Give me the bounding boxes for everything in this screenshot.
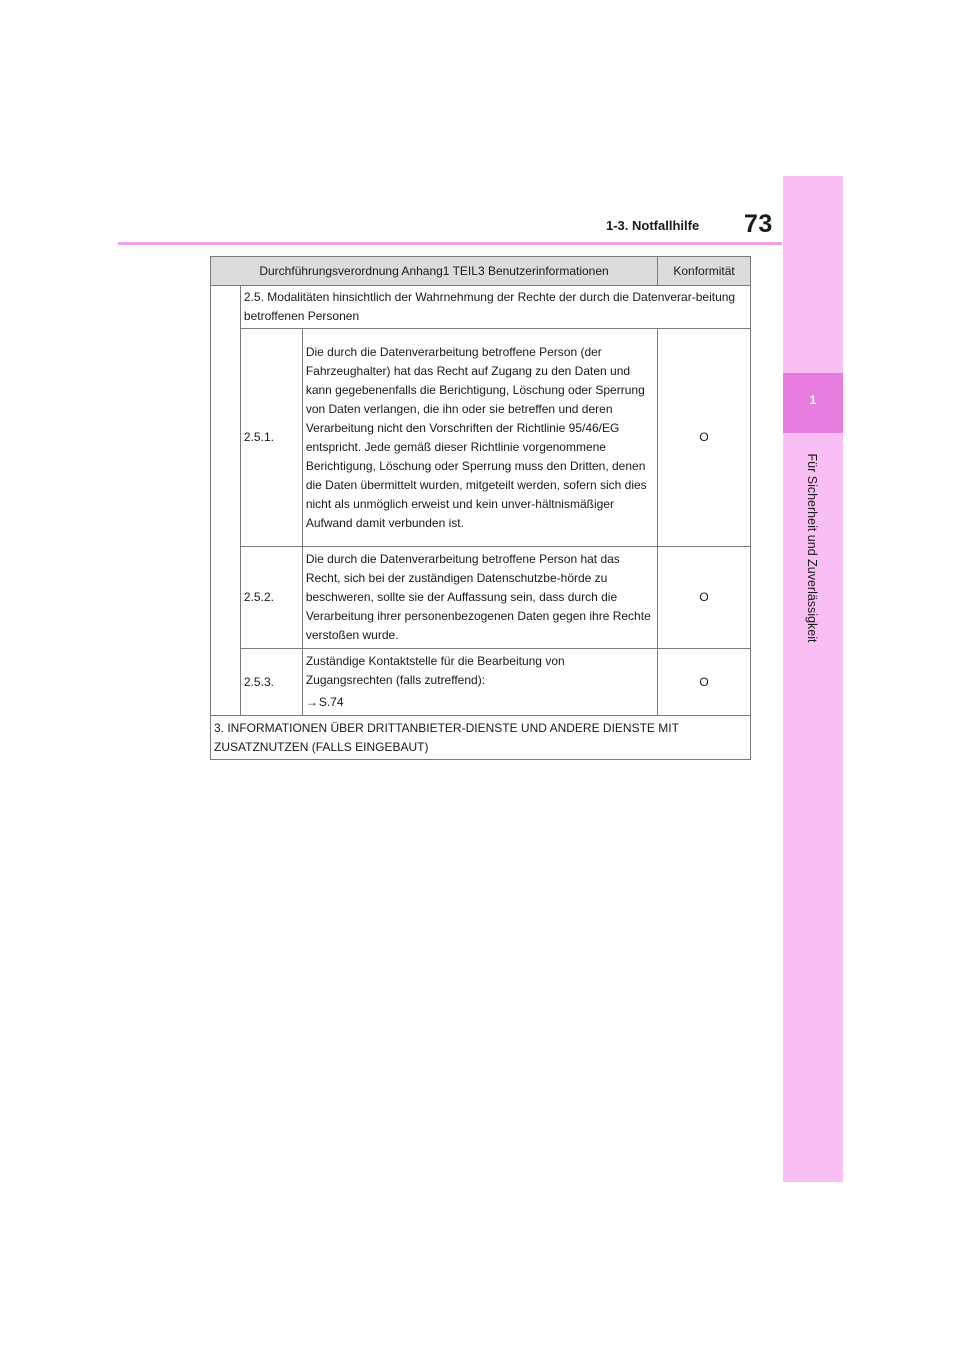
header-conformity: Konformität [658,257,751,286]
section-2-5-title: 2.5. Modalitäten hinsichtlich der Wahrnehmung der Rechte der durch die Datenverar-beitung betroffenen Personen [240,286,750,329]
row-number: 2.5.3. [240,649,302,716]
table-header-row [211,257,751,286]
header-divider [118,242,782,245]
row-description: Zuständige Kontaktstelle für die Bearbeitung von Zugangsrechten (falls zutreffend): [305,654,565,687]
row-description: Die durch die Datenverarbeitung betroffene Person hat das Recht, sich bei der zuständigen Datenschutzbe-hörde zu beschweren, sollte sie der Auffassung sein, dass durch die Verarbeitung ihrer personenbezogenen Daten gegen ihre Rechte verstoßen wurde. [302,547,657,649]
chapter-number: 1 [809,393,817,407]
row-description: Die durch die Datenverarbeitung betroffene Person (der Fahrzeughalter) hat das Recht auf Zugang zu den Daten und kann gegebenenfalls die Berichtigung, Löschung oder Sperrung von Daten verlangen, die ihn oder sie betreffen und deren Verarbeitung nicht den Vorschriften der Richtlinie 95/46/EG entspricht. Jede gemäß dieser Richtlinie vorgenommene Berichtigung, Löschung oder Sperrung muss den Dritten, denen die Daten übermittelt wurden, mitgeteilt werden, sofern sich dies nicht als unmöglich erweist und kein unver-hältnismäßiger Aufwand damit verbunden ist. [302,329,657,547]
table-row [211,286,751,329]
reference-page: S.74 [318,695,344,709]
indent-cell [211,286,241,716]
page-reference [306,693,654,712]
chapter-side-tab [783,176,843,1182]
row-number: 2.5.2. [240,547,302,649]
row-conformity: O [658,547,751,649]
page-number: 73 [744,210,773,238]
row-description-cell [302,649,657,716]
conformity-table [210,256,751,760]
row-number: 2.5.1. [240,329,302,547]
section-header: 1-3. Notfallhilfe [606,218,700,233]
table-row [211,716,751,760]
section-3-title: 3. INFORMATIONEN ÜBER DRITTANBIETER-DIENSTE UND ANDERE DIENSTE MIT ZUSATZNUTZEN (FALLS EINGEBAUT) [211,716,751,760]
arrow-right-icon: → [305,695,318,709]
header-user-info: Durchführungsverordnung Anhang1 TEIL3 Benutzerinformationen [211,257,658,286]
table-row [211,329,751,547]
chapter-title: Für Sicherheit und Zuverlässigkeit [805,453,819,643]
table-row [211,649,751,716]
table-row [211,547,751,649]
row-conformity: O [658,329,751,547]
row-conformity: O [658,649,751,716]
